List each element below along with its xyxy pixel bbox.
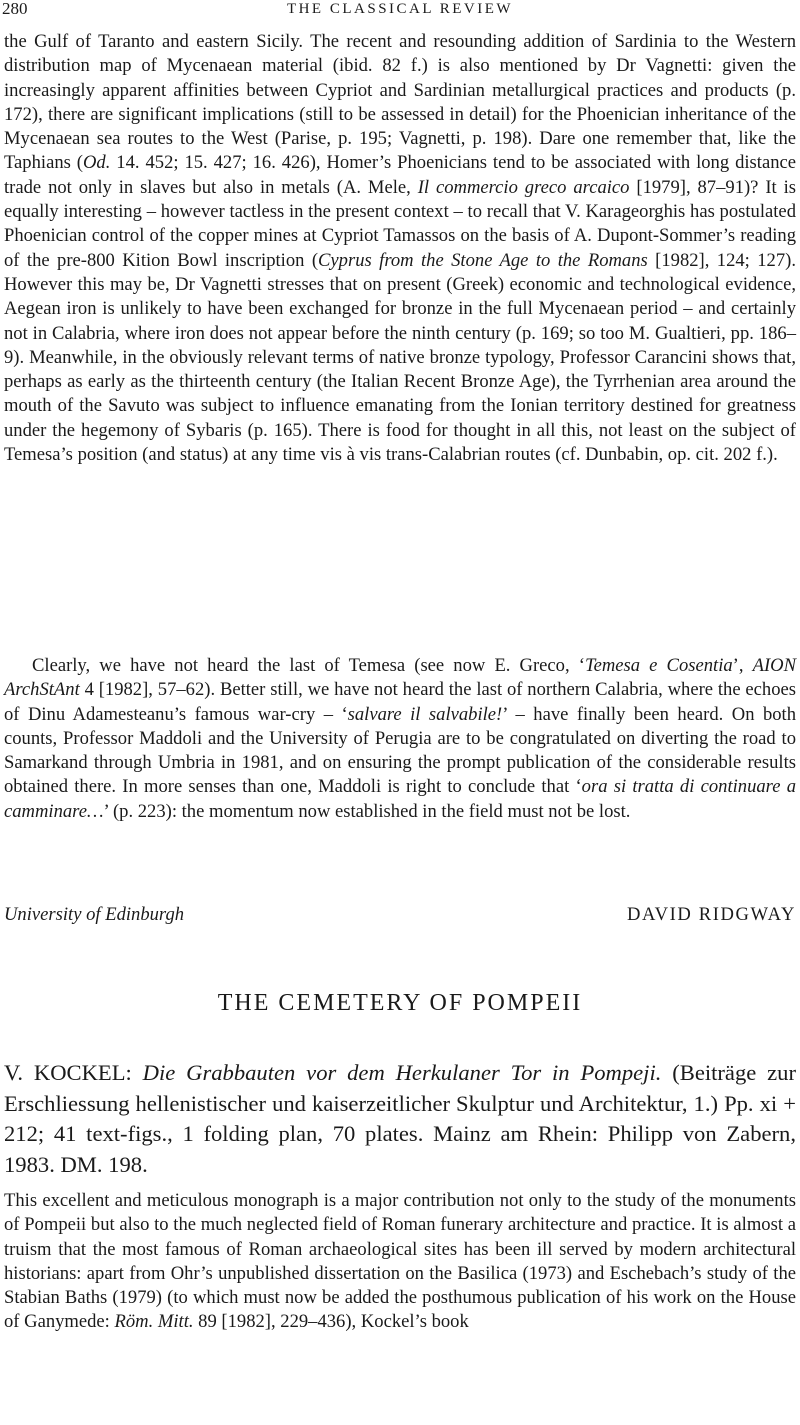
paragraph-conclusion <box>4 654 796 824</box>
text-run: [1982], 124; 127). However this may be, Dr Vagnetti stresses that on present (Greek) economic and technological evidence, Aegean iron is unlikely to have been exchanged for bronze in the full Mycenaean period – and certainly not in Calabria, where iron does not appear before the ninth century (p. 169; so too M. Gualtieri, pp. 186–9). Meanwhile, in the obviously relevant terms of native bronze typology, Professor Carancini shows that, perhaps as early as the thirteenth century (the Italian Recent Bronze Age), the Tyrrhenian area around the mouth of the Savuto was subject to influence emanating from the Ionian territory destined for greatness under the hegemony of Sybaris (p. 165). There is food for thought in all this, not least on the subject of Temesa’s position (and status) at any time vis à vis trans-Calabrian routes (cf. Dunbabin, op. cit. 202 f.). <box>4 249 796 466</box>
italic-text-run: Röm. Mitt. <box>114 1311 194 1333</box>
text-run: 14. 452; 15. 427; 16. 426), Homer’s Phoenicians tend to be associated with long distance trade not only in slaves but also in metals (A. Mele, <box>4 152 796 198</box>
italic-text-run: Temesa e Cosentia <box>584 655 733 676</box>
running-head <box>0 0 800 24</box>
book-title: Die Grabbauten vor dem Herkulaner Tor in Pompeji. <box>142 1060 662 1085</box>
text-run: ’ – have finally been heard. On both counts, Professor Maddoli and the University of Perugia are to be congratulated on diverting the road to Samarkand through Umbria in 1981, and on ensuring the prompt publication of the considerable results obtained there. In more senses than one, Maddoli is right to conclude that ‘ <box>4 703 797 798</box>
book-author-initial: V. K <box>4 1060 51 1085</box>
book-citation <box>4 1058 796 1180</box>
paragraph-review-body <box>4 1189 796 1335</box>
italic-text-run: AION ArchStAnt <box>4 655 797 701</box>
italic-text-run: Od. <box>82 152 111 174</box>
signature-block <box>4 904 796 930</box>
italic-text-run: Il commercio greco arcaico <box>417 176 630 198</box>
text-run: 89 [1982], 229–436), Kockel’s book <box>193 1311 469 1333</box>
text-run: This excellent and meticulous monograph is a major contribution not only to the study of the monuments of Pompeii but also to the much neglected field of Roman funerary architecture and practice. It is almost a truism that the most famous of Roman archaeological sites has been ill served by modern architectural historians: apart from Ohr’s unpublished dissertation on the Basilica (1973) and Eschebach’s study of the Stabian Baths (1979) (to which must now be added the posthumous publication of his work on the House of Ganymede: <box>4 1190 796 1333</box>
text-run: Clearly, we have not heard the last of Temesa (see now E. Greco, ‘ <box>32 655 585 676</box>
book-details: (Beiträge zur Erschliessung hellenistischer und kaiserzeitlicher Skulptur und Architektur, 1.) Pp. xi + 212; 41 text-figs., 1 folding plan, 70 plates. Mainz am Rhein: Philipp von Zabern, 1983. DM. 198. <box>4 1060 796 1177</box>
text-run: [1979], 87–91)? It is equally interesting – however tactless in the present context – to recall that V. Karageorghis has postulated Phoenician control of the copper mines at Cypriot Tamassos on the basis of A. Dupont-Sommer’s reading of the pre-800 Kition Bowl inscription ( <box>4 176 797 271</box>
reviewer-name: DAVID RIDGWAY <box>626 904 796 925</box>
italic-text-run: salvare il salvabile! <box>347 703 503 725</box>
book-author-surname: OCKEL <box>50 1060 126 1085</box>
text-run: ’, <box>732 655 753 676</box>
book-author-separator: : <box>125 1060 143 1085</box>
italic-text-run: ora si tratta di continuare a camminare… <box>4 776 796 822</box>
paragraph-continued <box>4 30 796 467</box>
text-run: 4 [1982], 57–62). Better still, we have not heard the last of northern Calabria, where the echoes of Dinu Adamesteanu’s famous war-cry – ‘ <box>4 679 796 725</box>
reviewer-affiliation: University of Edinburgh <box>4 904 185 925</box>
italic-text-run: Cyprus from the Stone Age to the Romans <box>318 249 648 271</box>
review-section-title: THE CEMETERY OF POMPEII <box>217 990 583 1016</box>
text-run: ’ (p. 223): the momentum now established in the field must not be lost. <box>103 800 631 822</box>
text-run: the Gulf of Taranto and eastern Sicily. The recent and resounding addition of Sardinia to the Western distribution map of Mycenaean material (ibid. 82 f.) is also mentioned by Dr Vagnetti: given the increasingly apparent affinities between Cypriot and Sardinian metallurgical practices and products (p. 172), there are significant implications (still to be assessed in detail) for the Phoenician inheritance of the Mycenaean sea routes to the West (Parise, p. 195; Vagnetti, p. 198). Dare one remember that, like the Taphians ( <box>4 31 796 174</box>
journal-title: THE CLASSICAL REVIEW <box>286 1 514 17</box>
page-number: 280 <box>2 0 28 18</box>
